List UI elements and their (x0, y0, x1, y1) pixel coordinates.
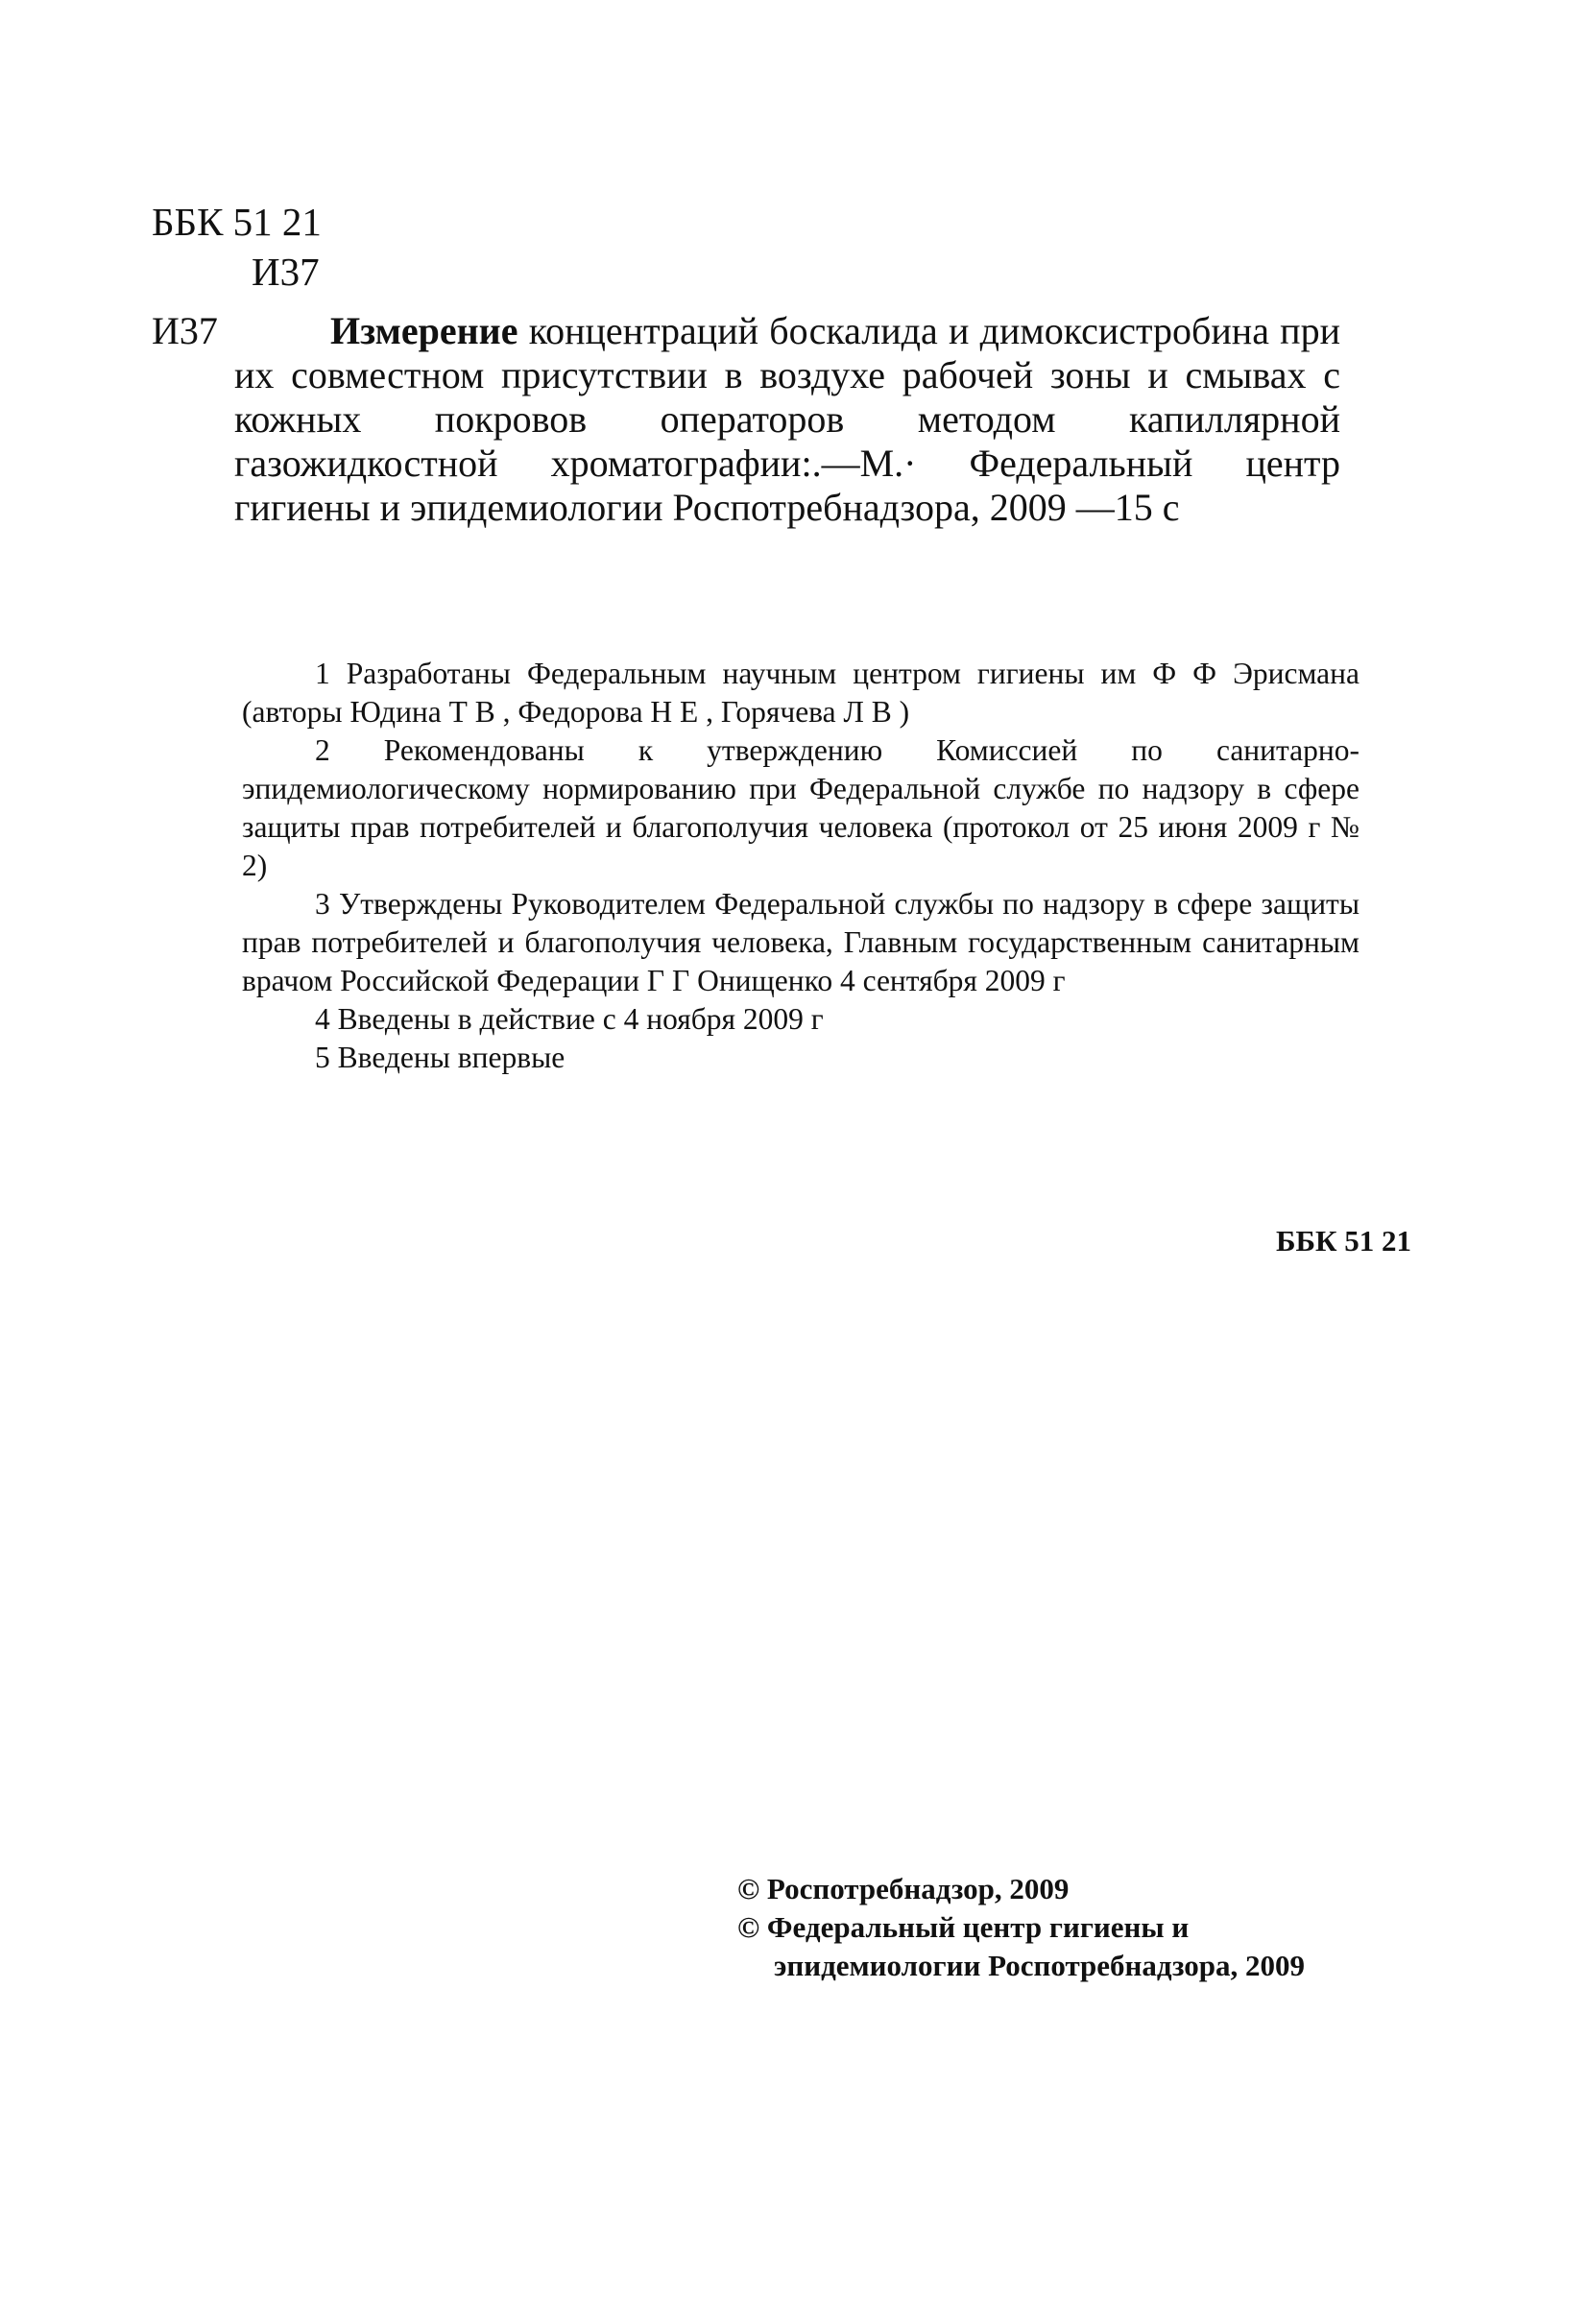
bbk-code: ББК 51 21 (152, 200, 322, 244)
note-item: 2 Рекомендованы к утверждению Комиссией по санитарно-эпидемиологическому нормированию при Федеральной службе по надзору в сфере защиты прав потребителей и благополучия человека (протокол от 25 июня 2009 г № 2) (242, 733, 1359, 882)
copyright-line: эпидемиологии Роспотребнадзора, 2009 (774, 1949, 1305, 1982)
publication-notes (242, 655, 1359, 1077)
copyright-block (737, 1870, 1305, 1985)
entry-text (234, 309, 1340, 530)
entry-code: И37 (152, 309, 218, 352)
bbk-code-bottom: ББК 51 21 (1276, 1224, 1411, 1258)
note-item: 3 Утверждены Руководителем Федеральной службы по надзору в сфере защиты прав потребителей и благополучия человека, Главным государственным санитарным врачом Российской Федерации Г Г Онищенко 4 сентября 2009 г (242, 887, 1359, 997)
note-item: 5 Введены впервые (315, 1041, 565, 1074)
bbk-classification (152, 197, 322, 297)
copyright-line: © Роспотребнадзор, 2009 (737, 1872, 1070, 1905)
entry-title-word: Измерение (330, 309, 518, 352)
note-item: 4 Введены в действие с 4 ноября 2009 г (315, 1002, 824, 1036)
note-item: 1 Разработаны Федеральным научным центром гигиены им Ф Ф Эрисмана (авторы Юдина Т В , Федорова Н Е , Горячева Л В ) (242, 657, 1359, 729)
entry-description: концентраций боскалида и димоксистробина при их совместном присутствии в воздухе рабочей зоны и смывах с кожных покровов операторов методом капиллярной газожидкостной хроматографии:.—М.· Федеральный центр гигиены и эпидемиологии Роспотребнадзора, 2009 —15 с (234, 309, 1340, 529)
author-mark: И37 (252, 250, 320, 294)
copyright-line: © Федеральный центр гигиены и (737, 1910, 1190, 1944)
